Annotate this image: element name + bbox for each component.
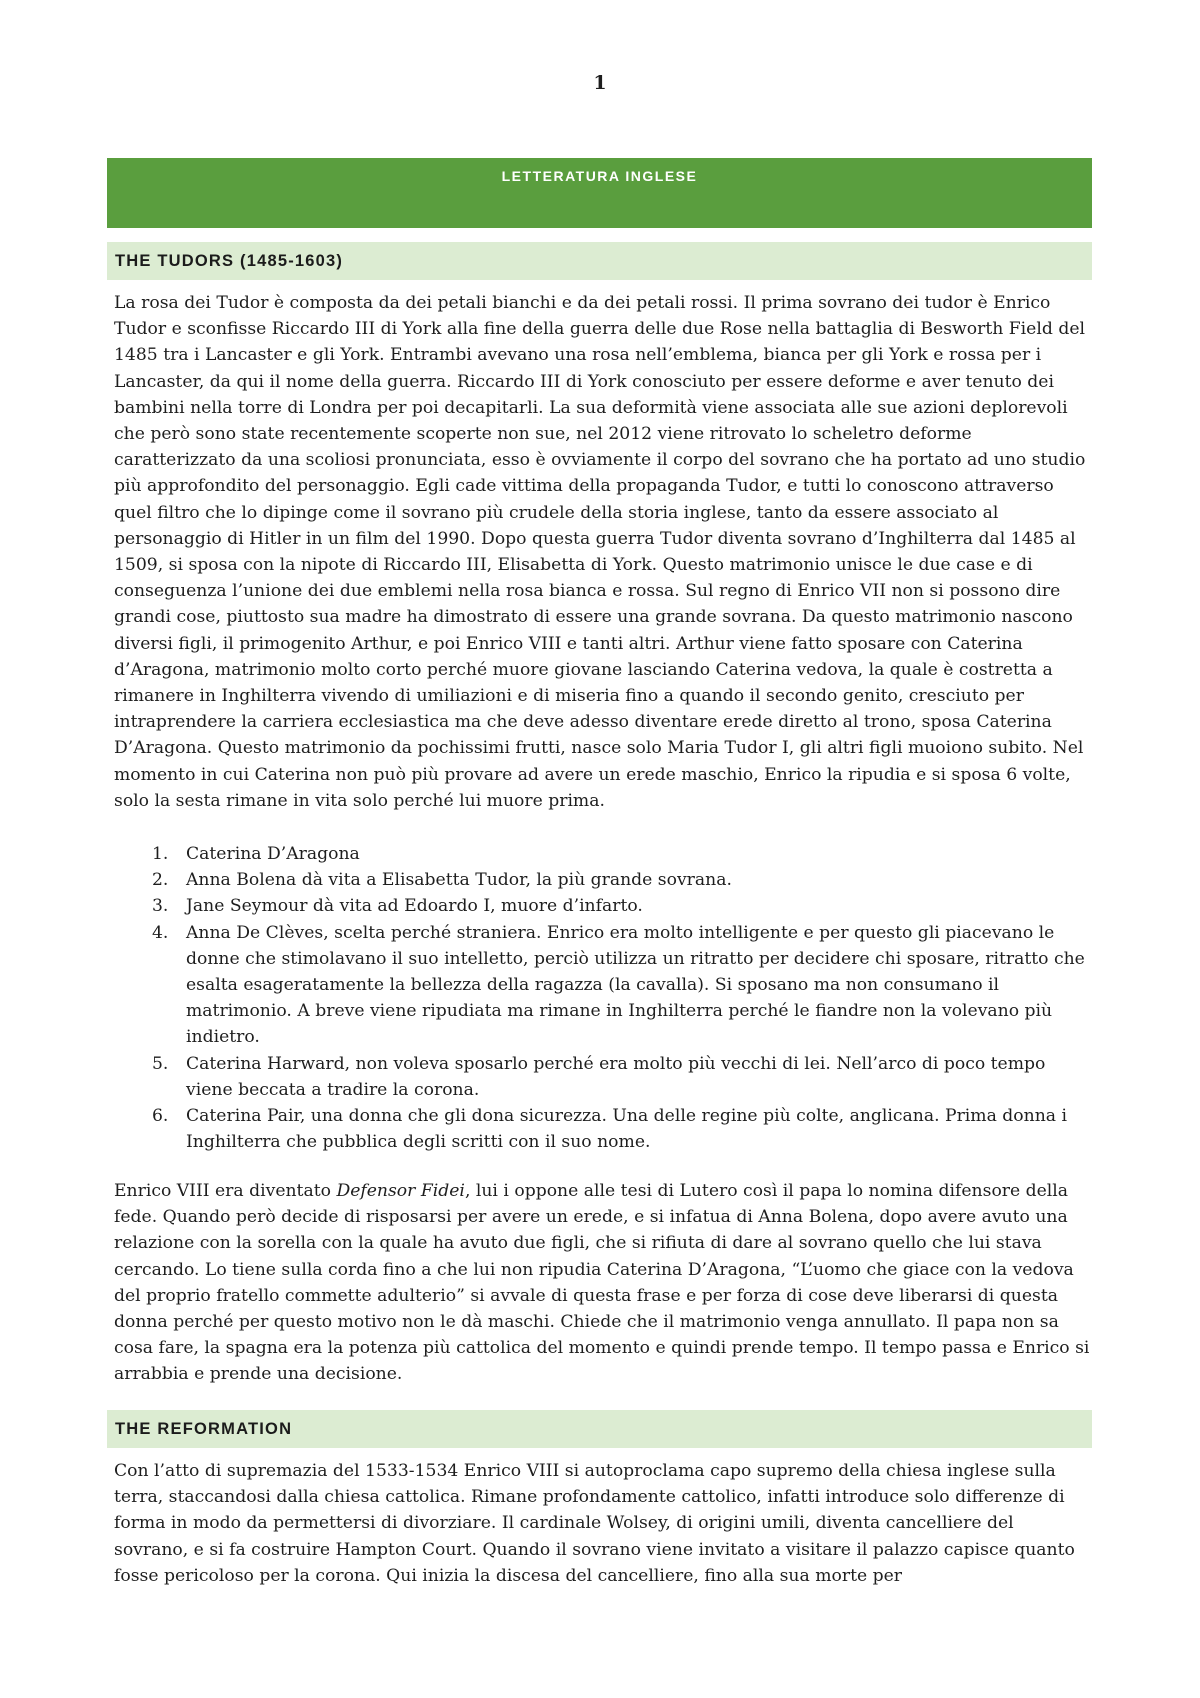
subject-banner: LETTERATURA INGLESE — [107, 158, 1092, 228]
section-heading-reformation: THE REFORMATION — [107, 1410, 1092, 1448]
list-item — [114, 867, 1092, 893]
list-item — [114, 1051, 1092, 1103]
defensor-fidei-paragraph — [114, 1178, 1092, 1388]
wives-list — [114, 841, 1092, 1155]
section-heading-tudors: THE TUDORS (1485-1603) — [107, 242, 1092, 280]
list-item-text: Jane Seymour dà vita ad Edoardo I, muore d’infarto. — [186, 896, 643, 917]
list-item — [114, 1103, 1092, 1155]
list-item-number: 3. — [152, 896, 169, 917]
list-item — [114, 841, 1092, 867]
list-item-number: 1. — [152, 844, 169, 864]
list-item-number: 5. — [152, 1053, 169, 1074]
reformation-paragraph: Con l’atto di supremazia del 1533-1534 Enrico VIII si autoproclama capo supremo della chiesa inglese sulla terra, staccandosi dalla chiesa cattolica. Rimane profondamente cattolico, infatti introduce solo differenze di forma in modo da permettersi di divorziare. Il cardinale Wolsey, di origini umili, diventa cancelliere del sovrano, e si fa costruire Hampton Court. Quando il sovrano viene invitato a visitare il palazzo capisce quanto fosse pericoloso per la corona. Qui inizia la discesa del cancelliere, fino alla sua morte per — [114, 1461, 1075, 1586]
list-item-number: 6. — [152, 1106, 169, 1127]
list-item — [114, 893, 1092, 919]
list-item-number: 2. — [152, 870, 169, 891]
list-item-text: Anna De Clèves, scelta perché straniera. Enrico era molto intelligente e per questo gli piacevano le donne che stimolavano il suo intelletto, perciò utilizza un ritratto per decidere chi sposare, ritratto che esalta esageratamente la bellezza della ragazza (la cavalla). Si sposano ma non consumano il matrimonio. A breve viene ripudiata ma rimane in Inghilterra perché le fiandre non la volevano più indietro. — [186, 922, 1085, 1048]
list-item-text: Caterina Harward, non voleva sposarlo perché era molto più vecchi di lei. Nell’arco di poco tempo viene beccata a tradire la corona. — [186, 1053, 1046, 1100]
paragraph-text: , lui i oppone alle tesi di Lutero così il papa lo nomina difensore della fede. Quando però decide di risposarsi per avere un erede, e si infatua di Anna Bolena, dopo avere avuto una relazione con la sorella con la quale ha avuto due figli, che si rifiuta di dare al sovrano quello che lui stava cercando. Lo tiene sulla corda fino a che lui non ripudia Caterina D’Aragona, “L’uomo che giace con la vedova del proprio fratello commette adulterio” si avvale di questa frase e per forza di cose deve liberarsi di questa donna perché per questo motivo non le dà maschi. Chiede che il matrimonio venga annullato. Il papa non sa cosa fare, la spagna era la potenza più cattolica del momento e quindi prende tempo. Il tempo passa e Enrico si arrabbia e prende una decisione. — [114, 1181, 1090, 1385]
list-item-text: Caterina D’Aragona — [186, 844, 360, 864]
list-item-number: 4. — [152, 922, 169, 943]
page-number: 1 — [593, 72, 607, 94]
list-item-text: Caterina Pair, una donna che gli dona sicurezza. Una delle regine più colte, anglicana. Prima donna i Inghilterra che pubblica degli scritti con il suo nome. — [186, 1106, 1067, 1153]
tudors-paragraph: La rosa dei Tudor è composta da dei petali bianchi e da dei petali rossi. Il prima sovrano dei tudor è Enrico Tudor e sconfisse Riccardo III di York alla fine della guerra delle due Rose nella battaglia di Besworth Field del 1485 tra i Lancaster e gli York. Entrambi avevano una rosa nell’emblema, bianca per gli York e rossa per i Lancaster, da qui il nome della guerra. Riccardo III di York conosciuto per essere deforme e aver tenuto dei bambini nella torre di Londra per poi decapitarli. La sua deformità viene associata alle sue azioni deplorevoli che però sono state recentemente scoperte non sue, nel 2012 viene ritrovato lo scheletro deforme caratterizzato da una scoliosi pronunciata, esso è ovviamente il corpo del sovrano che ha portato ad uno studio più approfondito del personaggio. Egli cade vittima della propaganda Tudor, e tutti lo conoscono attraverso quel filtro che lo dipinge come il sovrano più crudele della storia inglese, tanto da essere associato al personaggio di Hitler in un film del 1990. Dopo questa guerra Tudor diventa sovrano d’Inghilterra dal 1485 al 1509, si sposa con la nipote di Riccardo III, Elisabetta di York. Questo matrimonio unisce le due case e di conseguenza l’unione dei due emblemi nella rosa bianca e rossa. Sul regno di Enrico VII non si possono dire grandi cose, piuttosto sua madre ha dimostrato di essere una grande sovrana. Da questo matrimonio nascono diversi figli, il primogenito Arthur, e poi Enrico VIII e tanti altri. Arthur viene fatto sposare con Caterina d’Aragona, matrimonio molto corto perché muore giovane lasciando Caterina vedova, la quale è costretta a rimanere in Inghilterra vivendo di umiliazioni e di miseria fino a quando il secondo genito, cresciuto per intraprendere la carriera ecclesiastica ma che deve adesso diventare erede diretto al trono, sposa Caterina D’Aragona. Questo matrimonio da pochissimi frutti, nasce solo Maria Tudor I, gli altri figli muoiono subito. Nel momento in cui Caterina non può più provare ad avere un erede maschio, Enrico la ripudia e si sposa 6 volte, solo la sesta rimane in vita solo perché lui muore prima. — [114, 293, 1086, 811]
italic-term: Defensor Fidei — [336, 1181, 465, 1201]
list-item — [114, 920, 1092, 1051]
paragraph-text: Enrico VIII era diventato — [114, 1181, 337, 1201]
list-item-text: Anna Bolena dà vita a Elisabetta Tudor, la più grande sovrana. — [186, 870, 732, 891]
